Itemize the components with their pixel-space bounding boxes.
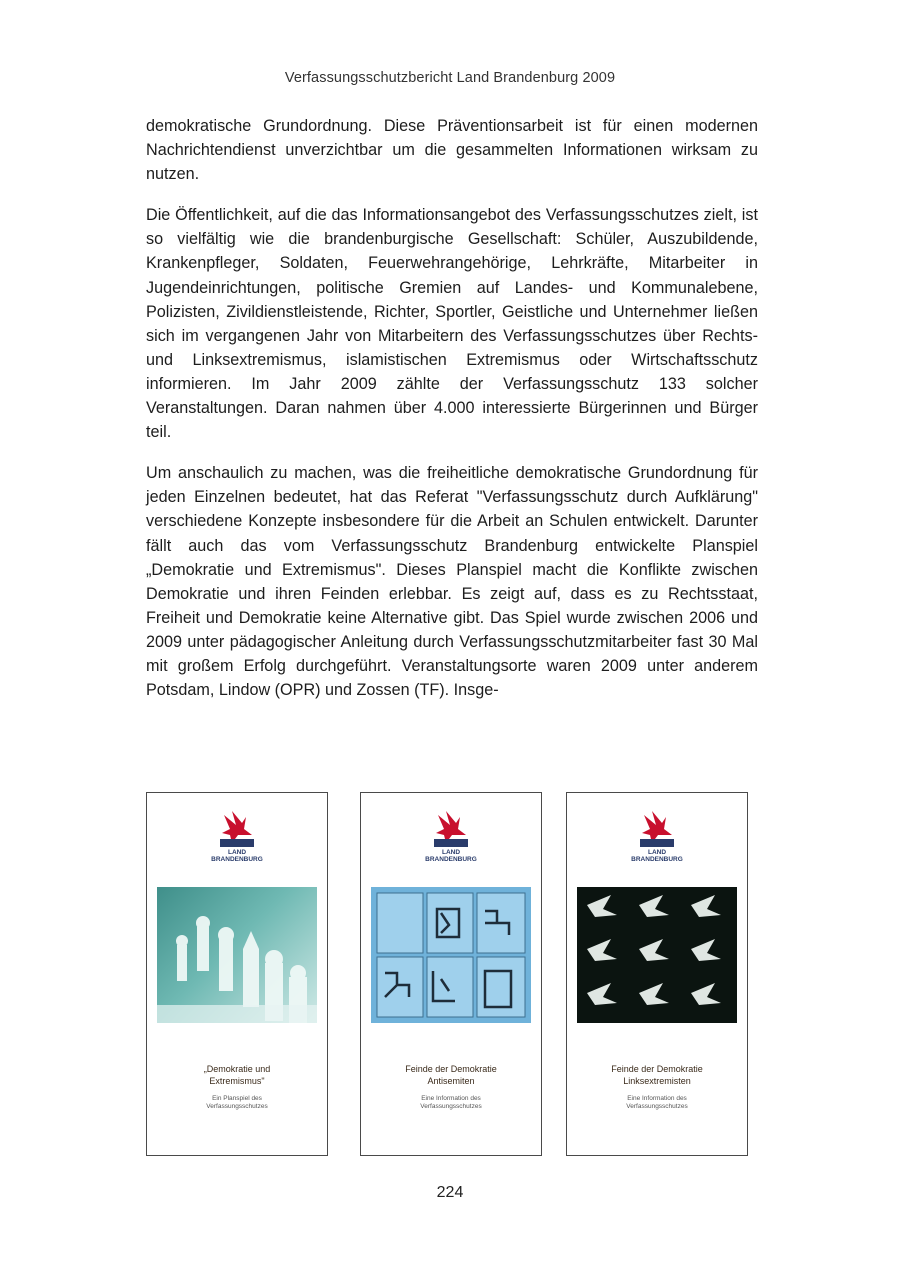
page-number: 224 (436, 1184, 464, 1201)
paragraph-3: Um anschaulich zu machen, was die freiheitliche demokratische Grundordnung für jeden Einzelnen bedeutet, hat das Referat "Verfassungsschutz durch Aufklärung" verschiedene Konzepte insbesondere für die Arbeit an Schulen entwickelt. Darunter fällt auch das vom Verfassungsschutz Brandenburg entwickelte Planspiel „Demokratie und Extremismus". Dieses Planspiel macht die Konflikte zwischen Demokratie und ihren Feinden erlebbar. Es zeigt auf, dass es zu Rechtsstaat, Freiheit und Demokratie keine Alternative gibt. Das Spiel wurde zwischen 2006 und 2009 unter pädagogischer Anleitung durch Verfassungsschutzmitarbeiter fast 30 Mal mit großem Erfolg durchgeführt. Veranstaltungsorte waren 2009 unter anderem Potsdam, Lindow (OPR) und Zossen (TF). Insge- (146, 464, 758, 700)
cover-title: Feinde der Demokratie Linksextremisten (611, 1064, 703, 1086)
logo-lettering: LAND BRANDENBURG (425, 849, 477, 863)
cover-title: Feinde der Demokratie Antisemiten (405, 1064, 497, 1086)
cover-title: „Demokratie und Extremismus" (203, 1064, 271, 1086)
logo-lettering: LAND BRANDENBURG (631, 849, 683, 863)
cover-photo-dark-pattern (577, 887, 737, 1023)
body-text (146, 114, 758, 719)
running-title: Verfassungsschutzbericht Land Brandenburg 2009 (284, 70, 616, 86)
brochure-antisemiten (360, 792, 542, 1156)
cover-subtitle: Eine Information des Verfassungsschutzes (420, 1095, 482, 1110)
brochure-linksextremisten (566, 792, 748, 1156)
paragraph-2: Die Öffentlichkeit, auf die das Informationsangebot des Verfassungsschutzes zielt, ist so vielfältig wie die brandenburgische Gesellschaft: Schüler, Auszubildende, Krankenpfleger, Soldaten, Feuerwehrangehörige, Lehrkräfte, Mitarbeiter in Jugendeinrichtungen, politische Gremien auf Landes- und Kommunalebene, Polizisten, Zivildienstleistende, Richter, Sportler, Geistliche und Unternehmer ließen sich im vergangenen Jahr von Mitarbeitern des Verfassungsschutzes über Rechts- und Linksextremismus, islamistischen Extremismus oder Wirtschaftsschutz informieren. Im Jahr 2009 zählte der Verfassungsschutz 133 solcher Veranstaltungen. Daran nahmen über 4.000 interessierte Bürgerinnen und Bürger teil. (146, 206, 758, 442)
cover-photo-chess-pieces (157, 887, 317, 1023)
brandenburg-eagle-logo (416, 805, 486, 865)
brochure-covers (146, 792, 758, 1156)
brandenburg-eagle-logo (202, 805, 272, 865)
brandenburg-eagle-logo (622, 805, 692, 865)
cover-photo-graffiti-tiles (371, 887, 531, 1023)
cover-subtitle: Ein Planspiel des Verfassungsschutzes (206, 1095, 268, 1110)
cover-subtitle: Eine Information des Verfassungsschutzes (626, 1095, 688, 1110)
logo-lettering: LAND BRANDENBURG (211, 849, 263, 863)
brochure-demokratie-und-extremismus (146, 792, 328, 1156)
paragraph-1: demokratische Grundordnung. Diese Präventionsarbeit ist für einen modernen Nachrichtendienst unverzichtbar um die gesammelten Informationen wirksam zu nutzen. (146, 117, 758, 184)
